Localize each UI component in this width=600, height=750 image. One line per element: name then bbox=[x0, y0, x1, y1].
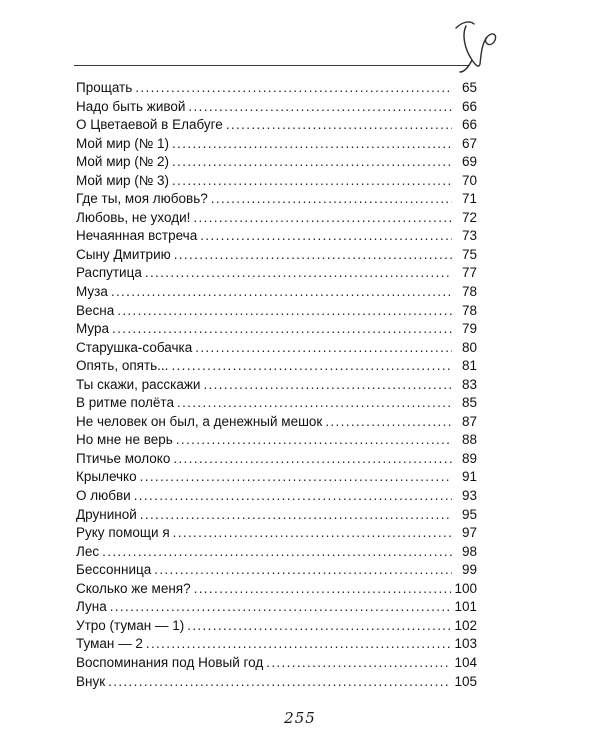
toc-entry-page: 79 bbox=[461, 321, 477, 337]
toc-entry-page: 72 bbox=[461, 209, 477, 225]
toc-entry-title: Руку помощи я bbox=[76, 525, 170, 541]
toc-entry-page: 78 bbox=[461, 284, 477, 300]
toc-entry-page: 101 bbox=[454, 599, 477, 615]
toc-entry-page: 100 bbox=[454, 580, 477, 596]
toc-entry-page: 98 bbox=[461, 543, 477, 559]
toc-entry-page: 102 bbox=[454, 617, 477, 633]
toc-leader-dots bbox=[171, 358, 452, 373]
toc-entry bbox=[76, 488, 477, 507]
toc-entry bbox=[76, 581, 477, 600]
toc-leader-dots bbox=[102, 544, 452, 559]
toc-entry-page: 69 bbox=[461, 154, 477, 170]
toc-entry-page: 66 bbox=[461, 98, 477, 114]
toc-entry-page: 97 bbox=[461, 525, 477, 541]
toc-entry bbox=[76, 674, 477, 693]
toc-leader-dots bbox=[176, 432, 452, 447]
toc-leader-dots bbox=[172, 136, 452, 151]
toc-entry bbox=[76, 377, 477, 396]
toc-leader-dots bbox=[117, 303, 452, 318]
toc-leader-dots bbox=[195, 340, 452, 355]
toc-entry-page: 104 bbox=[454, 654, 477, 670]
toc-leader-dots bbox=[187, 618, 451, 633]
toc-entry bbox=[76, 414, 477, 433]
toc-entry-title: Любовь, не уходи! bbox=[76, 209, 191, 225]
toc-leader-dots bbox=[172, 154, 452, 169]
toc-entry-title: Крылечко bbox=[76, 469, 137, 485]
toc-entry-title: Мой мир (№ 1) bbox=[76, 135, 170, 151]
toc-leader-dots bbox=[110, 599, 452, 614]
toc-entry-title: Мура bbox=[76, 321, 110, 337]
toc-entry-page: 65 bbox=[461, 80, 477, 95]
toc-leader-dots bbox=[226, 117, 452, 132]
toc-entry-page: 83 bbox=[461, 376, 477, 392]
toc-leader-dots bbox=[173, 525, 452, 540]
toc-entry bbox=[76, 117, 477, 136]
toc-entry-title: Муза bbox=[76, 284, 108, 300]
toc-entry bbox=[76, 618, 477, 637]
toc-entry bbox=[76, 451, 477, 470]
toc-entry-page: 88 bbox=[461, 432, 477, 448]
toc-leader-dots bbox=[266, 655, 451, 670]
toc-entry bbox=[76, 507, 477, 526]
toc-entry bbox=[76, 228, 477, 247]
toc-entry-title: Птичье молоко bbox=[76, 450, 171, 466]
toc-entry-page: 75 bbox=[461, 246, 477, 262]
toc-entry bbox=[76, 173, 477, 192]
toc-entry-page: 85 bbox=[461, 395, 477, 411]
toc-entry-title: Ты скажи, расскажи bbox=[76, 376, 201, 392]
toc-entry bbox=[76, 525, 477, 544]
toc-leader-dots bbox=[325, 414, 452, 429]
toc-entry-page: 77 bbox=[461, 265, 477, 281]
toc-entry bbox=[76, 544, 477, 563]
toc-leader-dots bbox=[111, 284, 452, 299]
toc-entry-page: 87 bbox=[461, 413, 477, 429]
toc-entry-page: 89 bbox=[461, 450, 477, 466]
toc-entry-title: Сколько же меня? bbox=[76, 580, 191, 596]
toc-entry bbox=[76, 210, 477, 229]
toc-leader-dots bbox=[194, 581, 452, 596]
toc-entry-page: 78 bbox=[461, 302, 477, 318]
toc-entry-title: Распутица bbox=[76, 265, 142, 281]
toc-entry-title: Туман — 2 bbox=[76, 636, 143, 652]
toc-entry-title: Прощать bbox=[76, 80, 133, 95]
toc-entry-title: Мой мир (№ 2) bbox=[76, 154, 170, 170]
toc-leader-dots bbox=[135, 80, 452, 95]
toc-leader-dots bbox=[112, 321, 452, 336]
toc-entry bbox=[76, 395, 477, 414]
toc-entry-title: Утро (туман — 1) bbox=[76, 617, 185, 633]
toc-entry bbox=[76, 655, 477, 674]
toc-leader-dots bbox=[108, 674, 451, 689]
toc-entry bbox=[76, 80, 477, 99]
toc-entry bbox=[76, 284, 477, 303]
toc-leader-dots bbox=[203, 377, 452, 392]
toc-entry bbox=[76, 99, 477, 118]
script-letter-v-ornament-icon bbox=[452, 14, 502, 76]
toc-entry-title: Нечаянная встреча bbox=[76, 228, 198, 244]
toc-entry-title: Лес bbox=[76, 543, 100, 559]
toc-entry bbox=[76, 321, 477, 340]
toc-leader-dots bbox=[134, 488, 452, 503]
toc-entry-title: Весна bbox=[76, 302, 115, 318]
toc-leader-dots bbox=[140, 469, 452, 484]
toc-entry bbox=[76, 636, 477, 655]
toc-entry bbox=[76, 562, 477, 581]
toc-entry-page: 66 bbox=[461, 117, 477, 133]
toc-entry-title: Друниной bbox=[76, 506, 137, 522]
toc-entry-page: 71 bbox=[461, 191, 477, 207]
toc-entry-title: Бессонница bbox=[76, 562, 152, 578]
toc-leader-dots bbox=[193, 210, 452, 225]
toc-entry bbox=[76, 340, 477, 359]
toc-entry-page: 70 bbox=[461, 172, 477, 188]
toc-entry-page: 105 bbox=[454, 673, 477, 689]
toc-entry-title: О Цветаевой в Елабуге bbox=[76, 117, 223, 133]
toc-leader-dots bbox=[146, 636, 452, 651]
toc-entry-title: Не человек он был, а денежный мешок bbox=[76, 413, 323, 429]
toc-entry-page: 81 bbox=[461, 358, 477, 374]
toc-leader-dots bbox=[140, 507, 452, 522]
toc-entry-title: Старушка-собачка bbox=[76, 339, 193, 355]
toc-entry-title: Луна bbox=[76, 599, 107, 615]
toc-entry bbox=[76, 191, 477, 210]
toc-entry-page: 99 bbox=[461, 562, 477, 578]
toc-entry-page: 95 bbox=[461, 506, 477, 522]
toc-entry bbox=[76, 432, 477, 451]
header-rule bbox=[74, 65, 468, 66]
toc-leader-dots bbox=[177, 395, 452, 410]
toc-leader-dots bbox=[174, 247, 452, 262]
toc-leader-dots bbox=[173, 451, 452, 466]
toc-entry-page: 67 bbox=[461, 135, 477, 151]
toc-entry-title: В ритме полёта bbox=[76, 395, 174, 411]
toc-entry bbox=[76, 599, 477, 618]
toc-entry-title: Где ты, моя любовь? bbox=[76, 191, 208, 207]
toc-entry-title: О любви bbox=[76, 488, 131, 504]
toc-leader-dots bbox=[200, 228, 452, 243]
toc-entry-title: Мой мир (№ 3) bbox=[76, 172, 170, 188]
toc-leader-dots bbox=[145, 265, 452, 280]
toc-leader-dots bbox=[211, 191, 452, 206]
toc-entry-page: 93 bbox=[461, 488, 477, 504]
toc-entry-page: 103 bbox=[454, 636, 477, 652]
toc-entry-title: Но мне не верь bbox=[76, 432, 173, 448]
toc-entry bbox=[76, 358, 477, 377]
toc-entry-page: 80 bbox=[461, 339, 477, 355]
toc-entry bbox=[76, 303, 477, 322]
toc-entry-page: 73 bbox=[461, 228, 477, 244]
toc-entry bbox=[76, 247, 477, 266]
toc-entry-title: Опять, опять... bbox=[76, 358, 169, 374]
table-of-contents bbox=[76, 80, 477, 692]
toc-entry bbox=[76, 469, 477, 488]
toc-entry-page: 91 bbox=[461, 469, 477, 485]
toc-entry bbox=[76, 154, 477, 173]
toc-leader-dots bbox=[154, 562, 452, 577]
toc-entry-title: Надо быть живой bbox=[76, 98, 186, 114]
toc-entry bbox=[76, 136, 477, 155]
page-number: 255 bbox=[284, 709, 316, 727]
toc-entry bbox=[76, 265, 477, 284]
toc-leader-dots bbox=[188, 99, 452, 114]
toc-entry-title: Сыну Дмитрию bbox=[76, 246, 171, 262]
toc-entry-title: Воспоминания под Новый год bbox=[76, 654, 264, 670]
toc-leader-dots bbox=[172, 173, 452, 188]
toc-entry-title: Внук bbox=[76, 673, 106, 689]
